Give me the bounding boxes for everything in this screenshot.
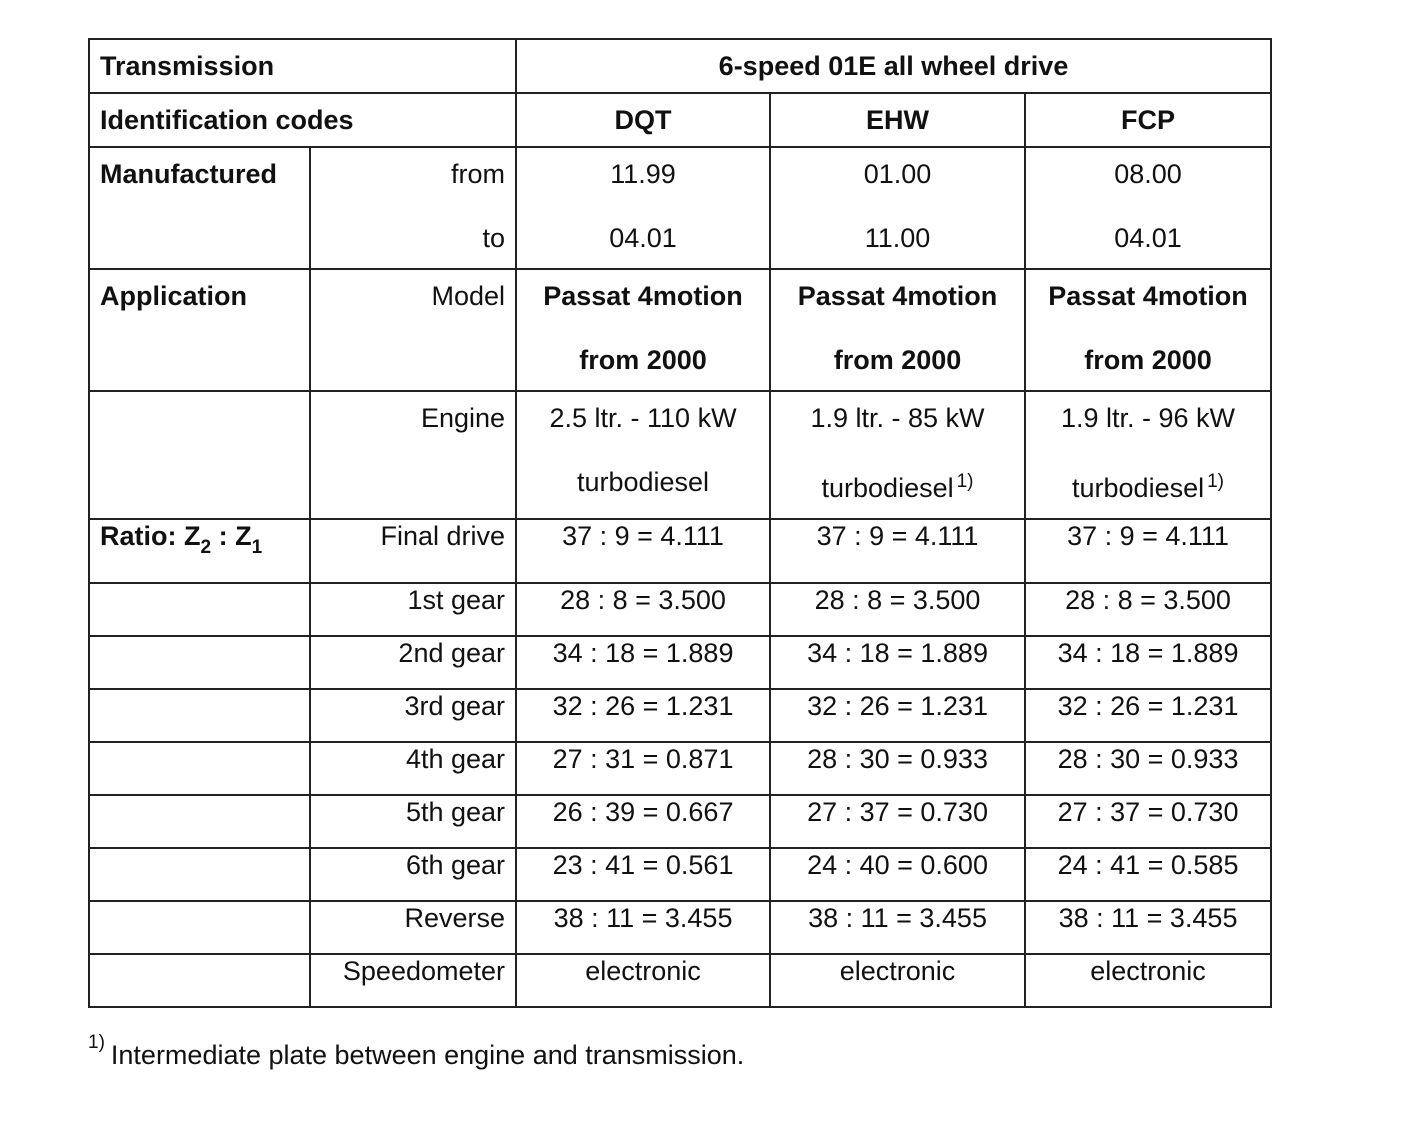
model-dqt: Passat 4motion from 2000 xyxy=(516,269,770,391)
ratio-value: 34 : 18 = 1.889 xyxy=(1025,636,1271,689)
engine-ehw: 1.9 ltr. - 85 kW turbodiesel $^{1)}$ xyxy=(770,391,1025,519)
ratio-value: 37 : 9 = 4.111 xyxy=(516,519,770,583)
model-label: Model xyxy=(310,269,516,391)
ratio-value: 34 : 18 = 1.889 xyxy=(516,636,770,689)
transmission-label: Transmission xyxy=(89,39,516,93)
footnote-text: Intermediate plate between engine and transmission. xyxy=(110,1040,745,1070)
ratio-row-label: Speedometer xyxy=(310,954,516,1007)
ratio-row-label: 2nd gear xyxy=(310,636,516,689)
footnote-ref: 1) xyxy=(1207,471,1225,492)
code-fcp: FCP xyxy=(1025,93,1271,147)
model-ehw: Passat 4motion from 2000 xyxy=(770,269,1025,391)
manufactured-ehw: 01.00 11.00 xyxy=(770,147,1025,269)
empty-cell xyxy=(89,901,310,954)
ratio-value: 38 : 11 = 3.455 xyxy=(1025,901,1271,954)
footnote xyxy=(88,1032,745,1071)
ratio-value: 38 : 11 = 3.455 xyxy=(516,901,770,954)
ratio-value: electronic xyxy=(770,954,1025,1007)
engine-fcp: 1.9 ltr. - 96 kW turbodiesel $^{1)}$ xyxy=(1025,391,1271,519)
empty-cell xyxy=(89,742,310,795)
ratio-value: 38 : 11 = 3.455 xyxy=(770,901,1025,954)
ratio-value: electronic xyxy=(1025,954,1271,1007)
model-fcp: Passat 4motion from 2000 xyxy=(1025,269,1271,391)
ratio-value: electronic xyxy=(516,954,770,1007)
ratio-value: 32 : 26 = 1.231 xyxy=(516,689,770,742)
ratio-row-label: 6th gear xyxy=(310,848,516,901)
ratio-value: 28 : 8 = 3.500 xyxy=(1025,583,1271,636)
ratio-value: 28 : 30 = 0.933 xyxy=(770,742,1025,795)
ratio-row-label: 4th gear xyxy=(310,742,516,795)
ratio-value: 28 : 8 = 3.500 xyxy=(516,583,770,636)
ratio-value: 37 : 9 = 4.111 xyxy=(770,519,1025,583)
engine-dqt: 2.5 ltr. - 110 kW turbodiesel xyxy=(516,391,770,519)
manufactured-label: Manufactured xyxy=(89,147,310,269)
ratio-value: 37 : 9 = 4.111 xyxy=(1025,519,1271,583)
application-label: Application xyxy=(89,269,310,391)
ratio-value: 27 : 37 = 0.730 xyxy=(1025,795,1271,848)
transmission-value: 6-speed 01E all wheel drive xyxy=(516,39,1271,93)
ratio-row-label: 5th gear xyxy=(310,795,516,848)
ratio-value: 26 : 39 = 0.667 xyxy=(516,795,770,848)
code-ehw: EHW xyxy=(770,93,1025,147)
ratio-value: 27 : 31 = 0.871 xyxy=(516,742,770,795)
ratio-value: 28 : 30 = 0.933 xyxy=(1025,742,1271,795)
manufactured-range-labels: from to xyxy=(310,147,516,269)
empty-cell xyxy=(89,954,310,1007)
ratio-value: 27 : 37 = 0.730 xyxy=(770,795,1025,848)
identification-codes-label: Identification codes xyxy=(89,93,516,147)
engine-label: Engine xyxy=(310,391,516,519)
ratio-value: 34 : 18 = 1.889 xyxy=(770,636,1025,689)
empty-cell xyxy=(89,583,310,636)
ratio-row-label: Final drive xyxy=(310,519,516,583)
empty-cell xyxy=(89,636,310,689)
empty-cell xyxy=(89,848,310,901)
ratio-value: 24 : 40 = 0.600 xyxy=(770,848,1025,901)
ratio-label: Ratio: $Z_2$ : $Z_1$ xyxy=(89,519,310,583)
empty-cell xyxy=(89,689,310,742)
engine-empty-cell xyxy=(89,391,310,519)
manufactured-fcp: 08.00 04.01 xyxy=(1025,147,1271,269)
footnote-ref: 1) xyxy=(956,471,974,492)
ratio-value: 28 : 8 = 3.500 xyxy=(770,583,1025,636)
ratio-value: 32 : 26 = 1.231 xyxy=(1025,689,1271,742)
manufactured-dqt: 11.99 04.01 xyxy=(516,147,770,269)
footnote-mark: 1) xyxy=(88,1032,105,1053)
code-dqt: DQT xyxy=(516,93,770,147)
ratio-row-label: 3rd gear xyxy=(310,689,516,742)
transmission-spec-table xyxy=(88,38,1272,1008)
ratio-row-label: 1st gear xyxy=(310,583,516,636)
ratio-value: 32 : 26 = 1.231 xyxy=(770,689,1025,742)
ratio-row-label: Reverse xyxy=(310,901,516,954)
ratio-value: 23 : 41 = 0.561 xyxy=(516,848,770,901)
empty-cell xyxy=(89,795,310,848)
ratio-value: 24 : 41 = 0.585 xyxy=(1025,848,1271,901)
